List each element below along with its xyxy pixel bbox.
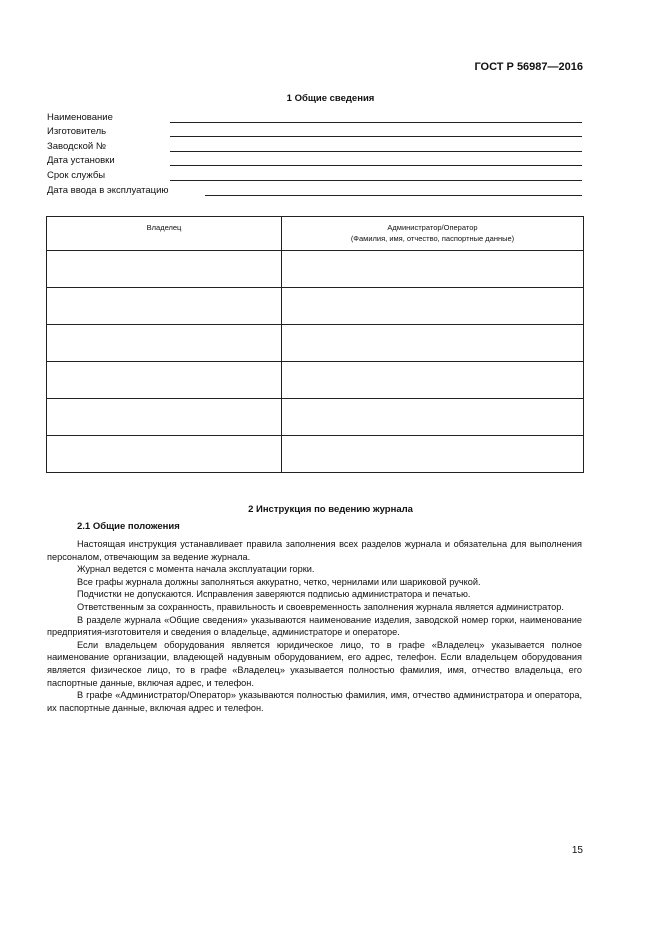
field-serial-number xyxy=(47,140,582,153)
owner-column-header: Владелец xyxy=(47,217,282,251)
subsection-title: 2.1 Общие положения xyxy=(77,521,180,532)
table-row xyxy=(47,436,584,473)
owner-cell xyxy=(47,399,282,436)
table-row xyxy=(47,325,584,362)
field-commissioning-date xyxy=(47,184,582,197)
field-label: Наименование xyxy=(47,112,113,123)
field-label: Дата ввода в эксплуатацию xyxy=(47,185,169,196)
fill-line xyxy=(205,195,582,196)
table-row xyxy=(47,251,584,288)
field-label: Дата установки xyxy=(47,155,115,166)
owner-cell xyxy=(47,288,282,325)
operator-cell xyxy=(282,288,584,325)
operator-cell xyxy=(282,251,584,288)
paragraph: В графе «Администратор/Оператор» указываются полностью фамилия, имя, отчество администратора и оператора, их паспортные данные, включая адрес и телефон. xyxy=(47,690,582,713)
table-row xyxy=(47,399,584,436)
table-row xyxy=(47,288,584,325)
field-manufacturer xyxy=(47,125,582,138)
paragraph: В разделе журнала «Общие сведения» указываются наименование изделия, заводской номер горки, наименование предприятия-изготовителя и сведения о владельце, администраторе и операторе. xyxy=(47,614,582,638)
fill-line xyxy=(170,136,582,137)
owner-cell xyxy=(47,325,282,362)
fill-line xyxy=(170,122,582,123)
field-label: Изготовитель xyxy=(47,126,107,137)
field-label: Заводской № xyxy=(47,141,107,152)
field-name xyxy=(47,111,582,124)
paragraph: Настоящая инструкция устанавливает правила заполнения всех разделов журнала и обязательна для выполнения персоналом, отвечающим за ведение журнала. xyxy=(47,539,582,562)
owner-cell xyxy=(47,436,282,473)
instruction-text xyxy=(47,538,582,714)
operator-column-header: Администратор/Оператор (Фамилия, имя, отчество, паспортные данные) xyxy=(282,217,584,251)
page-number: 15 xyxy=(571,845,583,856)
operator-cell xyxy=(282,362,584,399)
owner-cell xyxy=(47,362,282,399)
fill-line xyxy=(170,180,582,181)
field-service-life xyxy=(47,169,582,182)
paragraph: Если владельцем оборудования является юридическое лицо, то в графе «Владелец» указывается полное наименование организации, владеющей надувным оборудованием, его адрес, телефон. Если владельцем оборудования является физическое лицо, то в графе «Владелец» указывается полностью фамилия, имя, отчество владельца, его паспортные данные, включая адрес, и телефон. xyxy=(47,639,582,688)
document-code: ГОСТ Р 56987—2016 xyxy=(474,61,583,73)
field-install-date xyxy=(47,154,582,167)
fill-line xyxy=(170,165,582,166)
operator-cell xyxy=(282,436,584,473)
fill-line xyxy=(170,151,582,152)
table-row xyxy=(47,362,584,399)
section-2-title: 2 Инструкция по ведению журнала xyxy=(248,504,413,515)
table-header-row xyxy=(47,217,584,251)
operator-cell xyxy=(282,325,584,362)
paragraph: Ответственным за сохранность, правильность и своевременность заполнения журнала является администратор. xyxy=(77,601,564,612)
paragraph: Журнал ведется с момента начала эксплуатации горки. xyxy=(77,564,315,575)
operator-cell xyxy=(282,399,584,436)
field-label: Срок службы xyxy=(47,170,106,181)
owners-table xyxy=(46,216,584,473)
paragraph: Все графы журнала должны заполняться аккуратно, четко, чернилами или шариковой ручкой. xyxy=(77,576,481,587)
section-1-title: 1 Общие сведения xyxy=(286,93,375,104)
owner-cell xyxy=(47,251,282,288)
paragraph: Подчистки не допускаются. Исправления заверяются подписью администратора и печатью. xyxy=(77,589,471,600)
